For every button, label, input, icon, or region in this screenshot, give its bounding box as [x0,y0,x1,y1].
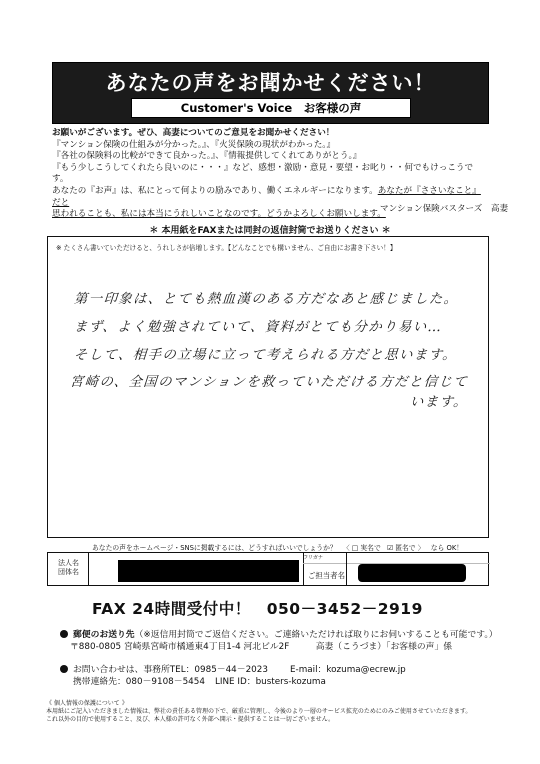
person-label: ご担当者名 [308,571,345,580]
mail-note: （※返信用封筒でご返信ください。ご連絡いただければ取りにお伺いすることも可能です。） [134,630,498,640]
fax-number-line: FAX 24時間受付中！ 050－3452－2919 [92,600,423,618]
privacy-line-1: 本用紙にご記入いただきました情報は、弊社の責任ある管理の下で、厳重に管理し、今後のより一層のサービス拡充のためにのみご使用させていただきます。 [46,708,472,716]
intro-line-1: お願いがございます。ぜひ、高妻についてのご意見をお聞かせください！ [52,128,335,138]
person-name-redacted [358,564,466,582]
publish-option-real[interactable]: 〈 □ 実名で [342,544,381,552]
form-divider [88,553,89,585]
intro-line-4: 『もう少しこうしてくれたら良いのに・・・』など、感想・激励・意見・要望・お叱り・・何でもけっこうです。 [52,162,474,185]
page-title: あなたの声をお聞かせください！ [105,71,436,95]
contact-mobile: ：080－9108－5454 [117,677,205,687]
org-label: 法人名 団体名 [58,559,79,576]
form-divider [346,553,347,585]
page-subtitle: Customer's Voice お客様の声 [131,98,411,118]
publish-option-anon[interactable]: ☑ 匿名で 〉 [386,544,425,552]
handwriting-line-1: 第一印象は、とても熱血漢のある方だなあと感じました。 [73,292,459,307]
handwriting-line-3: そして、相手の立場に立って考えられる方だと思います。 [73,348,458,363]
signature: マンション保険バスターズ 高妻 [380,204,509,214]
intro-line-2: 『マンション保険の仕組みが分かった。』、『火災保険の現状がわかった。』 [52,139,336,150]
furigana-label: フリガナ [303,555,323,561]
handwriting-line-5: います。 [409,395,469,410]
privacy-section [46,700,496,725]
mail-heading: 郵便のお送り先 [73,630,135,640]
contact-form [47,552,489,586]
handwriting-line-2: まず、よく勉強されていて、資料がとても分かり易い… [73,320,443,335]
contact-heading: お問い合わせは、事務所TEL [73,665,186,675]
mail-section [60,629,498,653]
intro-line-5b: あなたが『ささいなこと』だと [52,185,481,208]
contact-email[interactable]: E-mail：kozuma@ecrew.jp [289,665,406,675]
contact-line-id: LINE ID：busters-kozuma [214,677,326,687]
bullet-icon [60,630,68,638]
contact-section [60,664,406,688]
header-banner [52,62,489,124]
publish-option-suffix: なら OK！ [430,544,464,552]
contact-tel: ：0985－44－2023 [185,665,268,675]
privacy-line-2: これ以外の目的で使用すること、及び、本人様の許可なく外部へ開示・提供することは一切ございません。 [46,716,335,724]
publish-option-row [52,542,488,552]
intro-line-6a: 思われることも、私には本当にうれしいことなのです。 [52,209,267,220]
mail-address: 〒880-0805 宮崎県宮崎市橘通東4丁目1-4 河北ビル2F 高妻（こうづま）「お客様の声」係 [70,642,453,652]
publish-question: あなたの声をホームページ・SNSに掲載するには、どうすればいいでしょうか？ [92,544,337,552]
intro-line-6b: どうかよろしくお願いします。 [266,209,386,220]
privacy-heading: 《 個人情報の保護について 》 [46,700,128,707]
bullet-icon [60,665,68,673]
handwriting-line-4: 宮崎の、全国のマンションを救っていただける方だと信じて [69,375,469,390]
org-name-redacted [118,560,299,582]
mobile-heading: 携帯連絡先 [73,677,117,687]
intro-line-3: 『各社の保険料の比較ができて良かった。』、『情報提供してくれてありがとう。』 [52,151,362,162]
intro-line-5a: あなたの『お声』は、私にとって何よりの励みであり、働くエネルギーになります。 [52,185,378,196]
voice-box-note: ※ たくさん書いていただけると、うれしさが倍増します。【どんなことでも構いません、ご自由にお書き下さい！】 [56,244,397,252]
fax-instruction: ＊ 本用紙をFAXまたは同封の返信封筒でお送りください ＊ [149,226,391,236]
